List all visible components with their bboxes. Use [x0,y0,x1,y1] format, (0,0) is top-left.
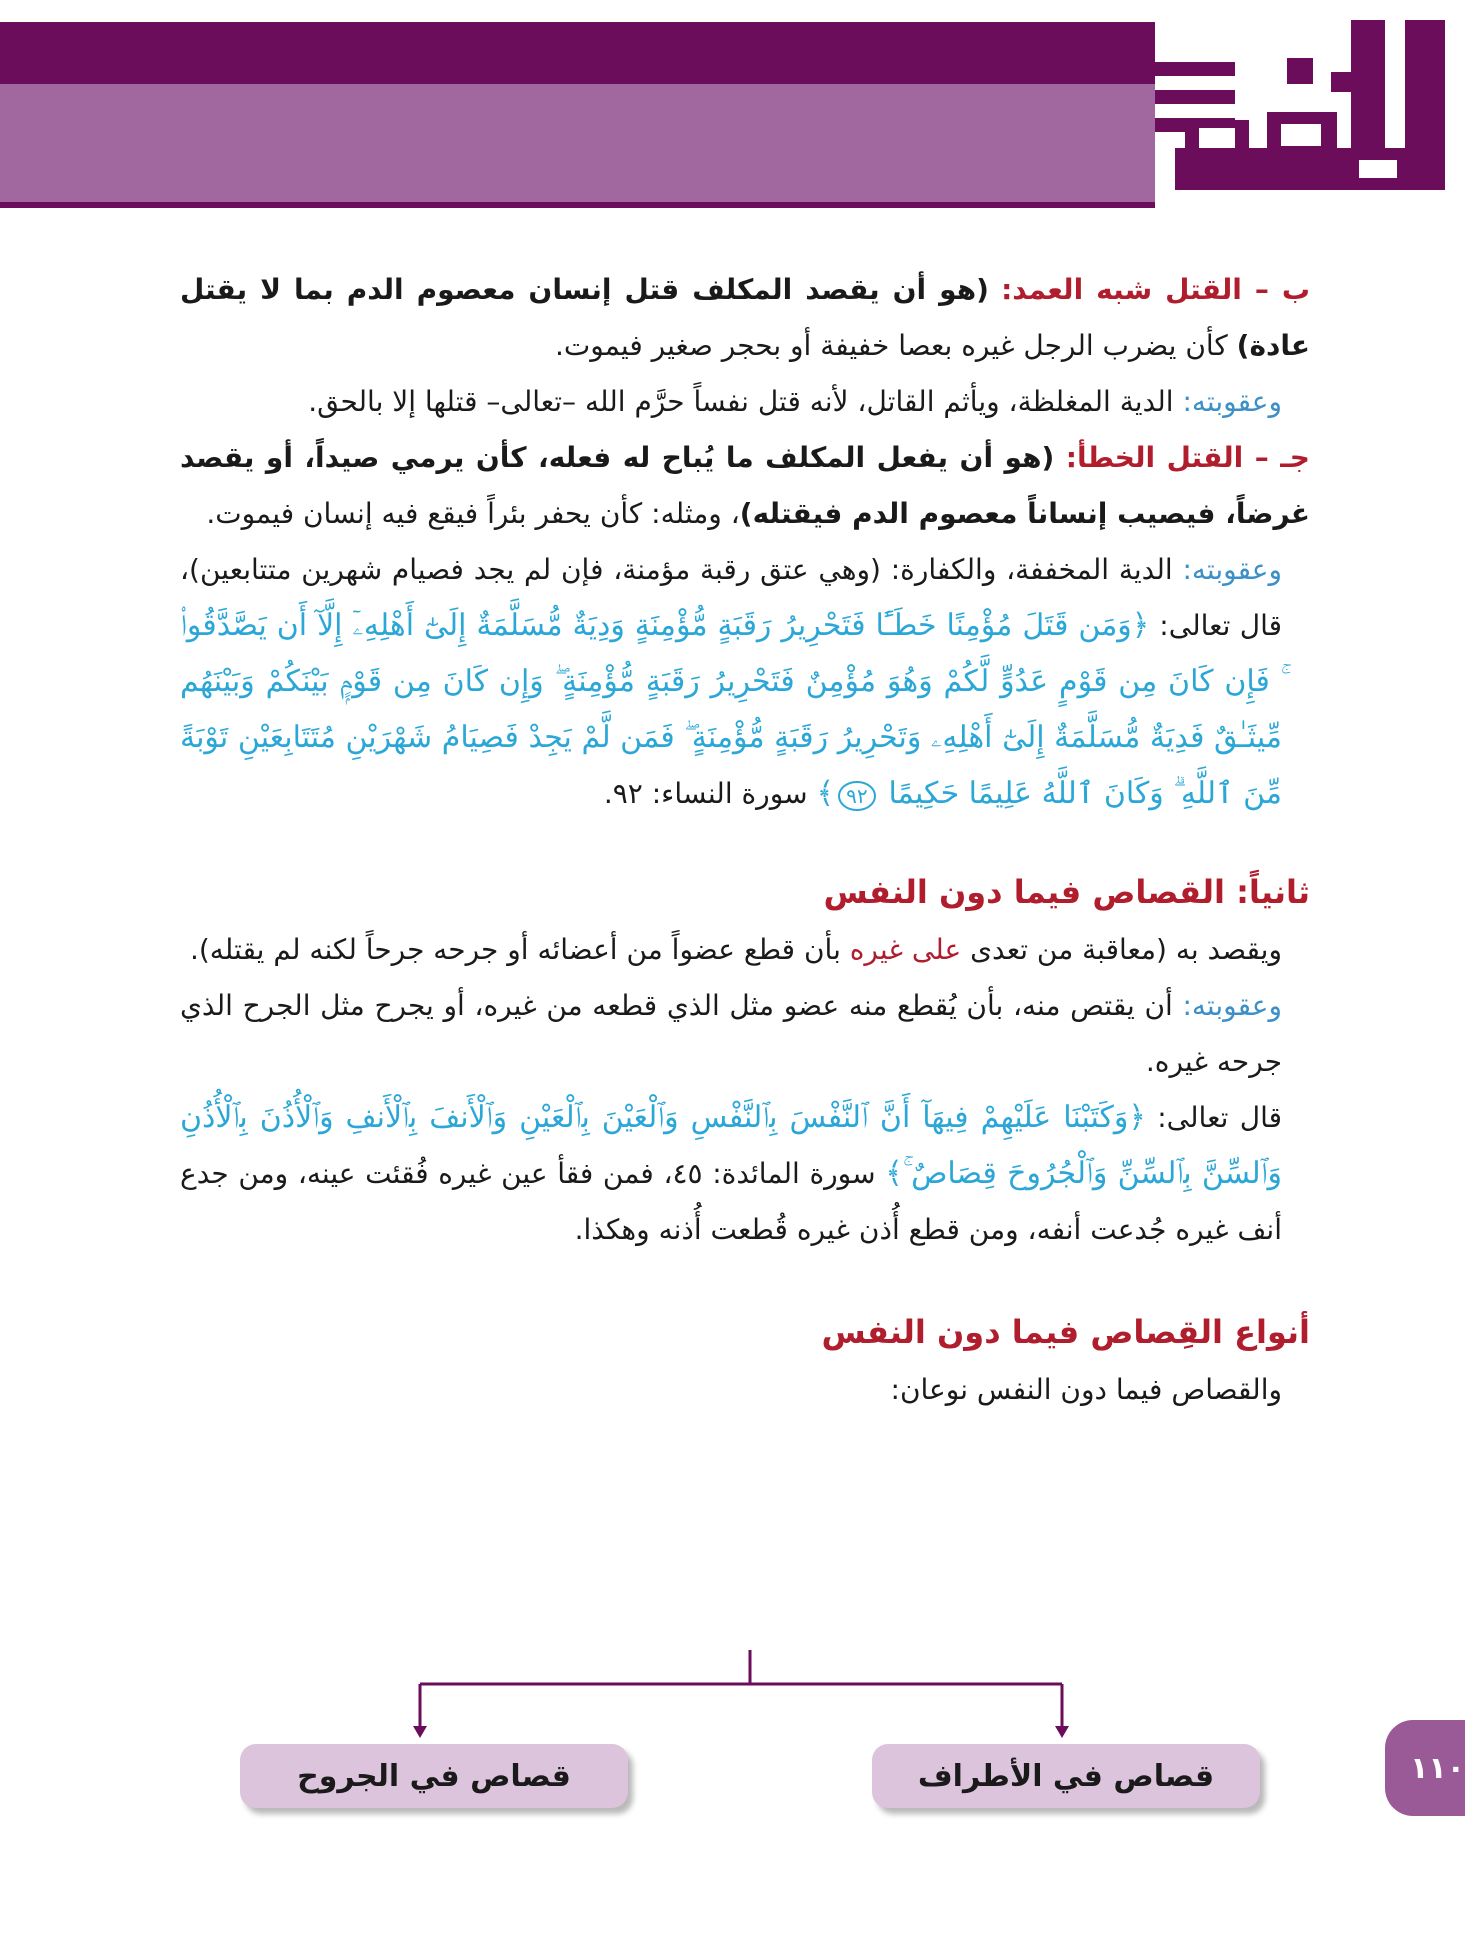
ornate-bracket-open: ﴿ [1128,1100,1146,1135]
example-accidental: ، ومثله: كأن يحفر بئراً فيقع فيه إنسان فيموت. [206,497,740,530]
page-number-tab [1385,1720,1465,1816]
box-retaliation-limbs: قصاص في الأطراف [872,1744,1260,1808]
penalty-text: أن يقتص منه، بأن يُقطع منه عضو مثل الذي قطعه من غيره، أو يجرح مثل الجرح الذي جرحه غيره. [180,989,1282,1078]
qal-taala: قال تعالى: [1145,1101,1282,1134]
lesson-body [180,262,1310,1418]
section-heading-retaliation-below-life: ثانياً: القصاص فيما دون النفس [823,873,1310,911]
example-connector: كأن [1185,329,1237,362]
paragraph-definition-retaliation [180,922,1310,978]
definition-part-2: بأن قطع عضواً من أعضائه أو جرحه جرحاً لكنه لم يقتله). [189,933,850,966]
ayah-number-marker: ٩٢ [838,781,875,811]
penalty-text: الدية المغلظة، ويأثم القاتل، لأنه قتل نفساً حرَّم الله –تعالى– قتلها إلا بالحق. [308,385,1183,418]
page-number: ١١٠ [1410,1750,1465,1786]
ornate-bracket-open: ﴿ [1131,608,1160,643]
quran-verse-maidah: وَكَتَبْنَا عَلَيْهِمْ فِيهَآ أَنَّ ٱلنَّفْسَ بِٱلنَّفْسِ وَٱلْعَيْنَ بِٱلْعَيْنِ وَٱلْأَنفَ بِٱلْأَنفِ وَٱلْأُذُنَ بِٱلْأُذُنِ وَٱلسِّنَّ بِٱلسِّنِّ وَٱلْجُرُوحَ قِصَاصٌ ۚ [180,1100,1282,1191]
section-heading-types: أنواع القِصاص فيما دون النفس [821,1313,1310,1351]
page-header [0,0,1465,210]
term-semi-intentional: ب – القتل شبه العمد: [1001,273,1311,306]
definition-semi-intentional: (هو أن يقصد المكلف قتل إنسان معصوم الدم بما لا يقتل عادة) [180,273,1310,362]
paragraph-penalty-retaliation [180,978,1310,1090]
highlight-on-another: على غيره [849,933,962,966]
types-diagram [0,1650,1465,1880]
term-accidental: جـ – القتل الخطأ: [1065,441,1310,474]
verse-reference-and-examples: سورة المائدة: ٤٥، فمن فقأ عين غيره فُقئت عينه، ومن جدع أنف غيره جُدعت أنفه، ومن قطع أُذن غيره قُطعت أُذنه وهكذا. [180,1157,1282,1246]
paragraph-semi-intentional-killing [180,262,1310,374]
subject-logo [1155,20,1465,210]
ornate-bracket-close: ﴾ [816,776,835,811]
verse-reference: سورة النساء: ٩٢. [603,777,817,810]
logo-graphic [1155,20,1465,210]
box-retaliation-wounds: قصاص في الجروح [240,1744,628,1808]
penalty-label: وعقوبته: [1182,385,1282,418]
definition-accidental: (هو أن يفعل المكلف ما يُباح له فعله، كأن يرمي صيداً، أو يقصد غرضاً، فيصيب إنساناً معصوم الدم فيقتله) [180,441,1310,530]
definition-part-1: ويقصد به (معاقبة من تعدى [961,933,1282,966]
paragraph-quran-maidah [180,1090,1310,1258]
paragraph-types-intro: والقصاص فيما دون النفس نوعان: [890,1373,1282,1406]
example-semi-intentional: يضرب الرجل غيره بعصا خفيفة أو بحجر صغير فيموت. [555,329,1177,362]
paragraph-penalty-accidental [180,542,1310,822]
penalty-text: الدية المخففة، والكفارة: (وهي عتق رقبة مؤمنة، فإن لم يجد فصيام شهرين متتابعين)، قال تعالى: [180,553,1282,642]
quran-verse-nisa: وَمَن قَتَلَ مُؤْمِنًا خَطَـًٔا فَتَحْرِيرُ رَقَبَةٍ مُّؤْمِنَةٍ وَدِيَةٌ مُّسَلَّمَةٌ إِلَىٰٓ أَهْلِهِۦٓ إِلَّآ أَن يَصَّدَّقُوا۟ ۚ فَإِن كَانَ مِن قَوْمٍ عَدُوٍّ لَّكُمْ وَهُوَ مُؤْمِنٌ فَتَحْرِيرُ رَقَبَةٍ مُّؤْمِنَةٍ ۖ وَإِن كَانَ مِن قَوْمٍۭ بَيْنَكُمْ وَبَيْنَهُم مِّيثَـٰقٌ فَدِيَةٌ مُّسَلَّمَةٌ إِلَىٰٓ أَهْلِهِۦ وَتَحْرِيرُ رَقَبَةٍ مُّؤْمِنَةٍ ۖ فَمَن لَّمْ يَجِدْ فَصِيَامُ شَهْرَيْنِ مُتَتَابِعَيْنِ تَوْبَةً مِّنَ ٱللَّهِ ۗ وَكَانَ ٱللَّهُ عَلِيمًا حَكِيمًا [180,608,1282,811]
paragraph-penalty-semi-intentional [180,374,1310,430]
ornate-bracket-close: ﴾ [885,1156,903,1191]
penalty-label: وعقوبته: [1182,989,1282,1022]
penalty-label: وعقوبته: [1182,553,1282,586]
paragraph-accidental-killing [180,430,1310,542]
